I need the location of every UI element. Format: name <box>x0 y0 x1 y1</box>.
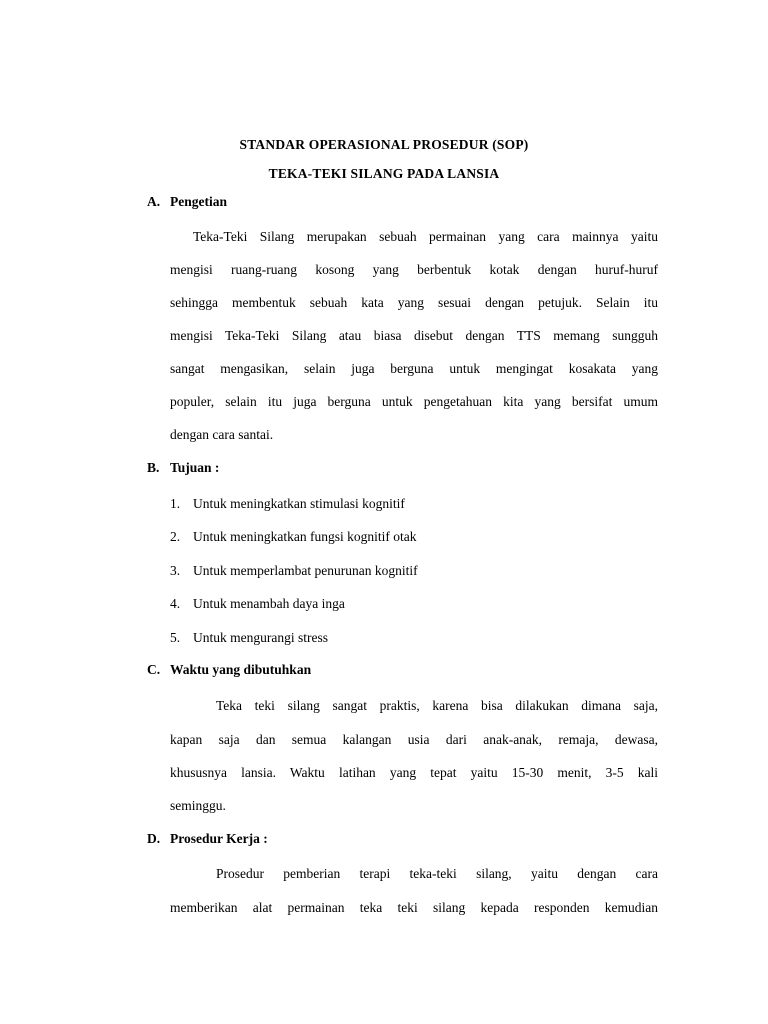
section-title: Tujuan : <box>170 460 220 475</box>
list-item <box>170 561 418 581</box>
paragraph-line: Teka teki silang sangat praktis, karena bisa dilakukan dimana saja, <box>216 698 658 713</box>
list-text: Untuk menambah daya inga <box>193 596 345 611</box>
document-subtitle: TEKA-TEKI SILANG PADA LANSIA <box>268 166 500 181</box>
paragraph-line: memberikan alat permainan teka teki silang kepada responden kemudian <box>170 900 658 915</box>
paragraph-line: sangat mengasikan, selain juga berguna untuk mengingat kosakata yang <box>170 361 658 376</box>
section-title: Prosedur Kerja : <box>170 831 268 846</box>
document-title: STANDAR OPERASIONAL PROSEDUR (SOP) <box>239 137 529 152</box>
section-letter: C. <box>147 662 161 677</box>
list-text: Untuk mengurangi stress <box>193 630 328 645</box>
section-b-heading <box>147 460 219 476</box>
section-title: Waktu yang dibutuhkan <box>170 662 312 677</box>
paragraph-line: kapan saja dan semua kalangan usia dari anak-anak, remaja, dewasa, <box>170 732 658 747</box>
paragraph-line: seminggu. <box>170 798 226 813</box>
list-number: 4. <box>170 596 181 611</box>
section-title: Pengetian <box>170 194 227 209</box>
list-item <box>170 494 405 514</box>
section-c-heading <box>147 662 311 678</box>
list-item <box>170 594 345 614</box>
paragraph-line: Prosedur pemberian terapi teka-teki silang, yaitu dengan cara <box>216 866 658 881</box>
paragraph-line: dengan cara santai. <box>170 427 274 442</box>
paragraph-line: populer, selain itu juga berguna untuk pengetahuan kita yang bersifat umum <box>170 394 658 409</box>
paragraph-line: sehingga membentuk sebuah kata yang sesuai dengan petujuk. Selain itu <box>170 295 658 310</box>
paragraph-line: khususnya lansia. Waktu latihan yang tepat yaitu 15-30 menit, 3-5 kali <box>170 765 658 780</box>
list-text: Untuk meningkatkan fungsi kognitif otak <box>193 529 417 544</box>
list-number: 2. <box>170 529 181 544</box>
section-d-heading <box>147 831 268 847</box>
paragraph-line: Teka-Teki Silang merupakan sebuah permainan yang cara mainnya yaitu <box>193 229 658 244</box>
paragraph-line: mengisi Teka-Teki Silang atau biasa disebut dengan TTS memang sungguh <box>170 328 658 343</box>
list-text: Untuk memperlambat penurunan kognitif <box>193 563 418 578</box>
list-number: 1. <box>170 496 181 511</box>
list-item <box>170 628 328 648</box>
paragraph-line: mengisi ruang-ruang kosong yang berbentuk kotak dengan huruf-huruf <box>170 262 658 277</box>
list-number: 5. <box>170 630 181 645</box>
list-text: Untuk meningkatkan stimulasi kognitif <box>193 496 405 511</box>
list-item <box>170 527 416 547</box>
list-number: 3. <box>170 563 181 578</box>
section-letter: B. <box>147 460 160 475</box>
section-letter: D. <box>147 831 161 846</box>
section-letter: A. <box>147 194 161 209</box>
section-a-heading <box>147 194 227 210</box>
